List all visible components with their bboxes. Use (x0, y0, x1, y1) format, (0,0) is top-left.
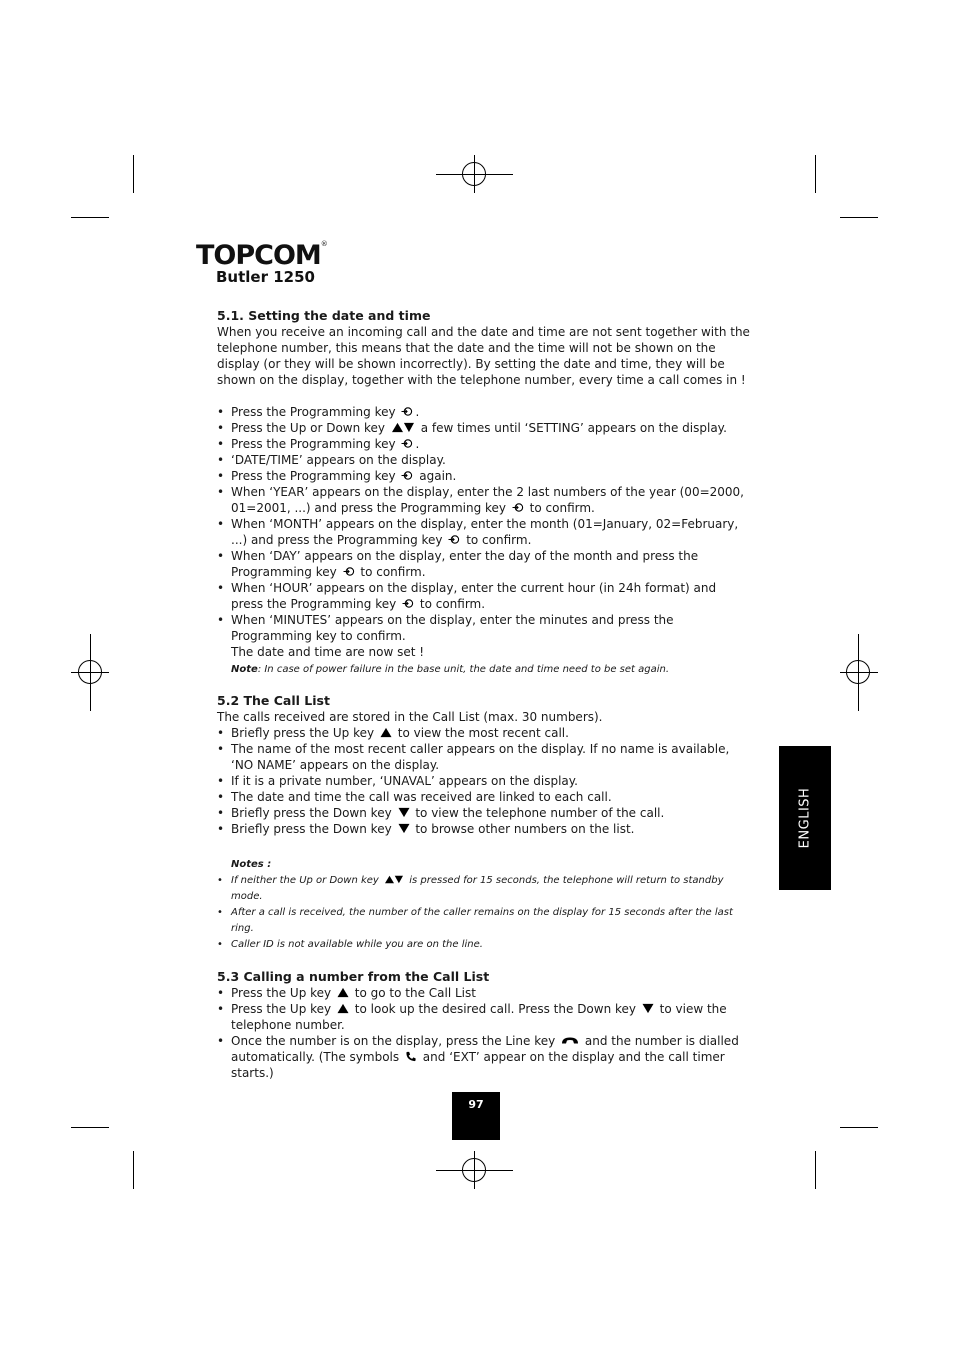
registration-circle (846, 660, 870, 684)
down-arrow-icon (398, 807, 410, 818)
list-item: • ‘DATE/TIME’ appears on the display. (217, 452, 752, 468)
model-name: Butler 1250 (216, 268, 315, 286)
language-tab (779, 746, 831, 890)
registration-circle (462, 1158, 486, 1182)
notes-list (217, 873, 752, 953)
crop-mark (133, 155, 134, 193)
up-down-arrow-icon (384, 875, 404, 884)
list-item: • The name of the most recent caller appears on the display. If no name is available, ‘NO NAME’ appears on the display. (217, 741, 752, 773)
up-down-arrow-icon (391, 422, 415, 433)
brand-name: TOPCOM (196, 240, 321, 271)
list-item: • Press the Up or Down key a few times until ‘SETTING’ appears on the display. (217, 420, 752, 436)
list-item: • Press the Up key to go to the Call List (217, 985, 752, 1001)
language-label: ENGLISH (797, 787, 813, 849)
note: Note: In case of power failure in the base unit, the date and time need to be set again. (231, 664, 670, 675)
list-item: • Briefly press the Down key to browse other numbers on the list. (217, 821, 752, 837)
list-item: • The date and time the call was received are linked to each call. (217, 789, 752, 805)
list-item: • If neither the Up or Down key is pressed for 15 seconds, the telephone will return to standby mode. (217, 873, 752, 905)
crop-mark (71, 1127, 109, 1128)
steps-list (217, 404, 752, 644)
section-intro: The calls received are stored in the Call List (max. 30 numbers). (217, 710, 603, 724)
crop-mark (815, 155, 816, 193)
section-heading: 5.2 The Call List (217, 693, 330, 708)
programming-key-icon (512, 502, 524, 513)
list-item: • When ‘YEAR’ appears on the display, enter the 2 last numbers of the year (00=2000, 01=2001, ...) and press the Programming key to confirm. (217, 484, 752, 516)
programming-key-icon (401, 406, 413, 417)
up-arrow-icon (380, 727, 392, 738)
notes-label: Notes : (231, 859, 272, 870)
registration-circle (462, 162, 486, 186)
crop-mark (133, 1151, 134, 1189)
crop-mark (840, 217, 878, 218)
section-heading: 5.1. Setting the date and time (217, 308, 431, 323)
list-item: • When ‘DAY’ appears on the display, enter the day of the month and press the Programming key to confirm. (217, 548, 752, 580)
list-item: • When ‘MONTH’ appears on the display, enter the month (01=January, 02=February, ...) and press the Programming key to confirm. (217, 516, 752, 548)
registration-circle (78, 660, 102, 684)
calling-items (217, 985, 752, 1081)
list-item: • When ‘MINUTES’ appears on the display, enter the minutes and press the Programming key to confirm. (217, 612, 752, 644)
done-text: The date and time are now set ! (231, 645, 425, 659)
programming-key-icon (401, 438, 413, 449)
call-list-items (217, 725, 752, 837)
list-item: • After a call is received, the number of the caller remains on the display for 15 seconds after the last ring. (217, 905, 752, 937)
registered-mark: ® (320, 240, 327, 248)
programming-key-icon (343, 566, 355, 577)
crop-mark (815, 1151, 816, 1189)
section-intro: When you receive an incoming call and the date and time are not sent together with the telephone number, this means that the date and the time will not be shown on the display (or they will be shown incorrectly). By setting the date and time, they will be shown on the display, together with the telephone number, every time a call comes in ! (217, 325, 750, 387)
brand-logo (196, 240, 327, 271)
list-item: • Briefly press the Down key to view the telephone number of the call. (217, 805, 752, 821)
list-item: • Press the Programming key . (217, 436, 752, 452)
programming-key-icon (402, 598, 414, 609)
crop-mark (840, 1127, 878, 1128)
crop-mark (71, 217, 109, 218)
down-arrow-icon (642, 1003, 654, 1014)
list-item: • Press the Programming key again. (217, 468, 752, 484)
list-item: • When ‘HOUR’ appears on the display, enter the current hour (in 24h format) and press the Programming key to confirm. (217, 580, 752, 612)
line-key-icon (561, 1035, 579, 1046)
up-arrow-icon (337, 1003, 349, 1014)
section-heading: 5.3 Calling a number from the Call List (217, 969, 490, 984)
list-item: • Caller ID is not available while you are on the line. (217, 937, 752, 953)
list-item: • If it is a private number, ‘UNAVAL’ appears on the display. (217, 773, 752, 789)
handset-icon (405, 1051, 417, 1062)
list-item: • Press the Programming key . (217, 404, 752, 420)
manual-content (217, 307, 752, 1081)
list-item: • Press the Up key to look up the desired call. Press the Down key to view the telephone number. (217, 1001, 752, 1033)
programming-key-icon (401, 470, 413, 481)
programming-key-icon (448, 534, 460, 545)
down-arrow-icon (398, 823, 410, 834)
page-number: 97 (468, 1098, 484, 1111)
up-arrow-icon (337, 987, 349, 998)
list-item: • Once the number is on the display, press the Line key and the number is dialled automatically. (The symbols and ‘EXT’ appear on the display and the call timer starts.) (217, 1033, 752, 1081)
list-item: • Briefly press the Up key to view the most recent call. (217, 725, 752, 741)
page-number-box (452, 1092, 500, 1140)
